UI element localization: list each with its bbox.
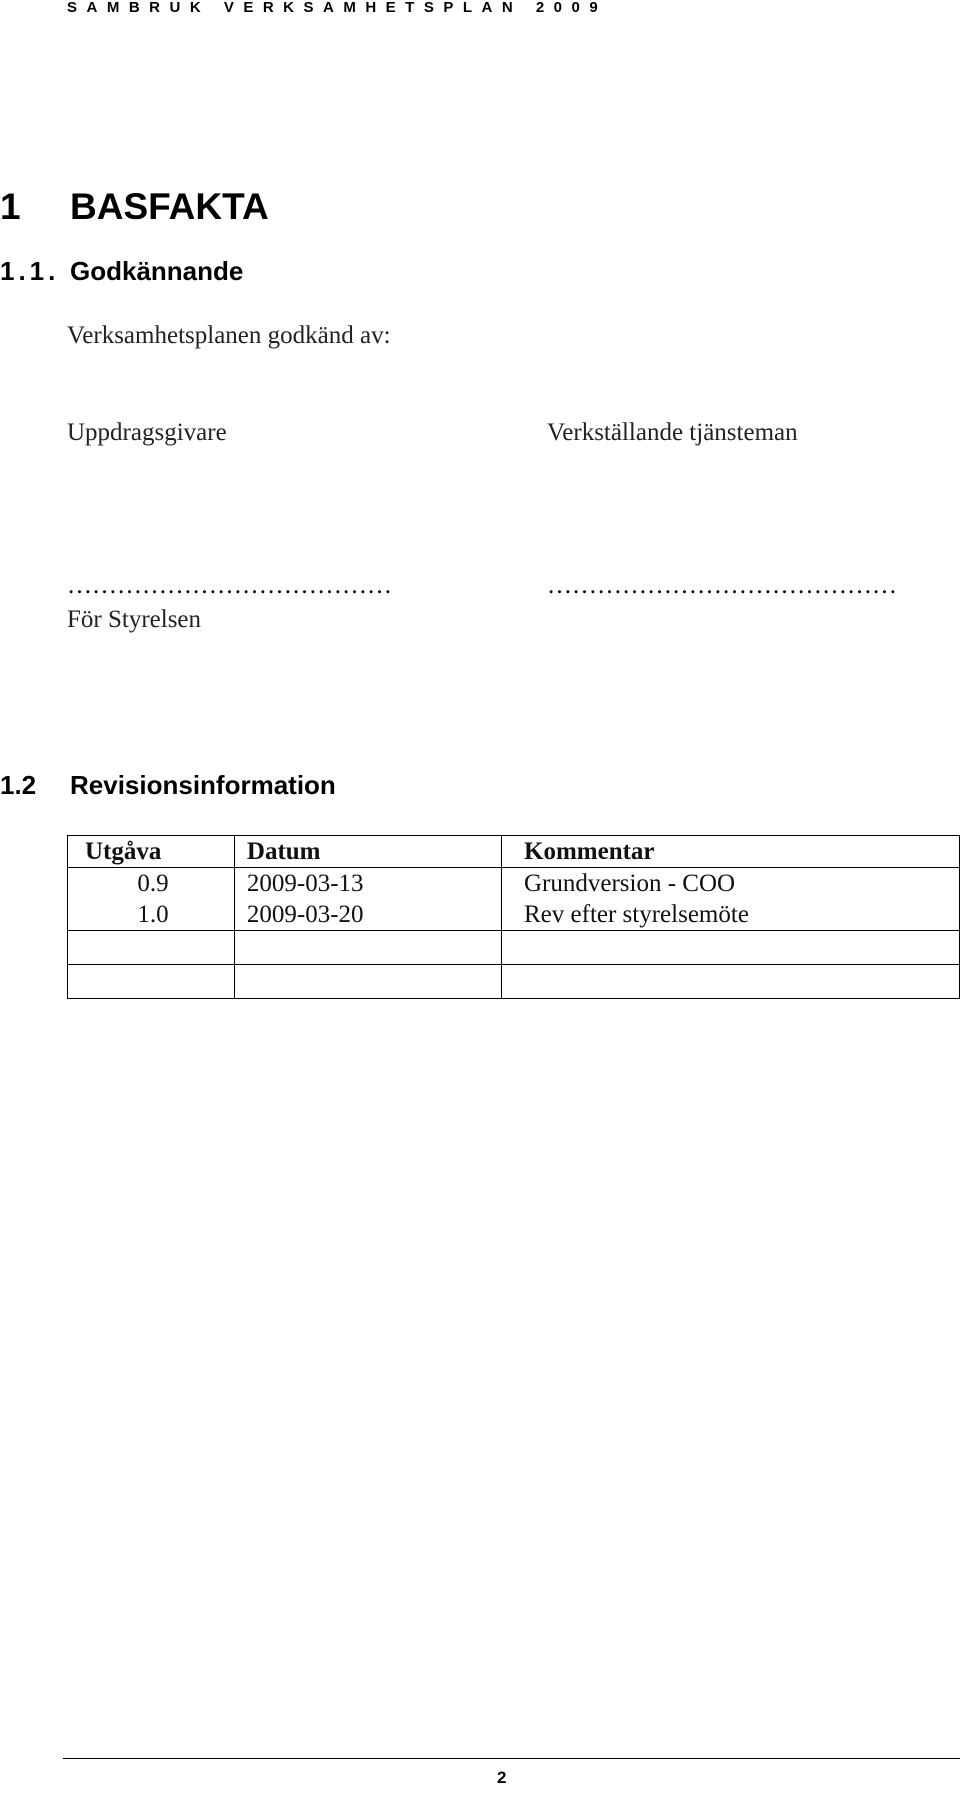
- cell-comment: Rev efter styrelsemöte: [502, 899, 960, 931]
- page-number: 2: [497, 1768, 507, 1787]
- revision-table: [67, 835, 960, 999]
- section-1-2-title: Revisionsinformation: [70, 770, 336, 800]
- signature-line-right: ……………………………………: [547, 572, 897, 599]
- section-1-1-number: 1.1.: [0, 256, 60, 286]
- table-row-empty: [68, 931, 960, 965]
- section-1-1-heading: [0, 255, 243, 287]
- header-date: Datum: [234, 836, 501, 868]
- cell-date: 2009-03-13: [234, 868, 501, 900]
- header-comment: Kommentar: [502, 836, 960, 868]
- footer-divider: [63, 1758, 960, 1759]
- cell-empty: [68, 965, 235, 999]
- table-row: [68, 899, 960, 931]
- cell-edition: 0.9: [68, 868, 235, 900]
- running-header: SAMBRUK VERKSAMHETSPLAN 2009: [67, 0, 608, 16]
- signatory-right-label: Verkställande tjänsteman: [547, 419, 798, 446]
- for-board-text: För Styrelsen: [67, 606, 202, 633]
- section-1-1-title: Godkännande: [70, 256, 244, 286]
- section-1-number: 1: [0, 186, 21, 227]
- cell-empty: [502, 965, 960, 999]
- signature-line-left: …………………………………: [67, 572, 392, 599]
- table-row: [68, 868, 960, 900]
- header-edition: Utgåva: [68, 836, 235, 868]
- section-1-title: BASFAKTA: [70, 186, 269, 227]
- signatory-left-label: Uppdragsgivare: [67, 419, 227, 446]
- section-1-2-number: 1.2: [0, 770, 37, 800]
- cell-empty: [502, 931, 960, 965]
- revision-table-header: [68, 836, 960, 868]
- cell-edition: 1.0: [68, 899, 235, 931]
- cell-empty: [234, 965, 501, 999]
- section-1-heading: [0, 183, 269, 231]
- cell-comment: Grundversion - COO: [502, 868, 960, 900]
- cell-date: 2009-03-20: [234, 899, 501, 931]
- table-row-empty: [68, 965, 960, 999]
- cell-empty: [234, 931, 501, 965]
- cell-empty: [68, 931, 235, 965]
- approved-by-text: Verksamhetsplanen godkänd av:: [67, 322, 391, 349]
- section-1-2-heading: [0, 769, 336, 801]
